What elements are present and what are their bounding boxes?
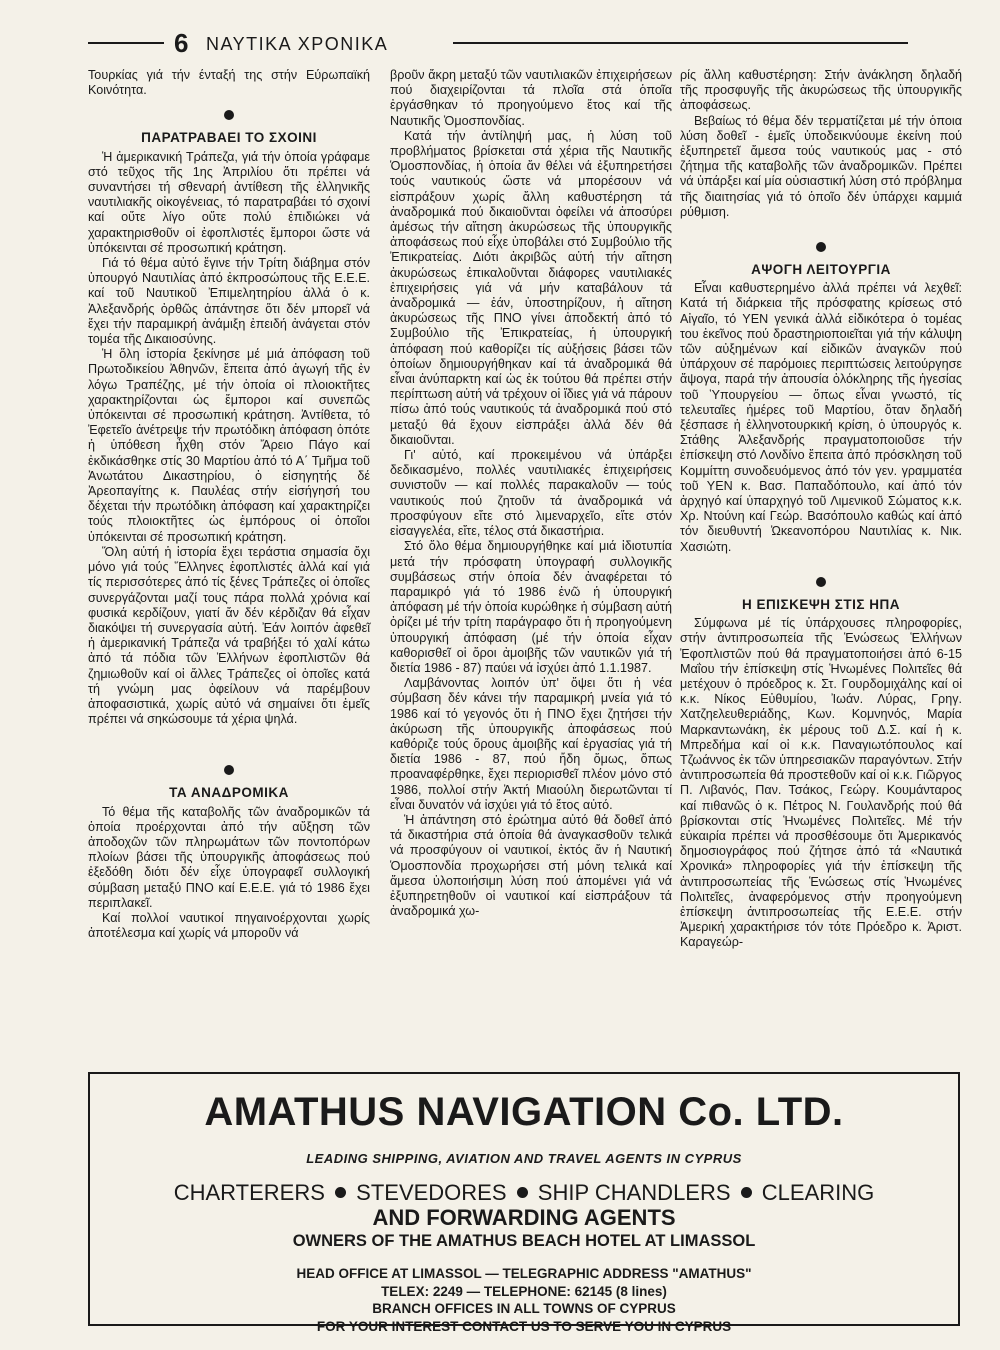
section-heading: ΠΑΡΑΤΡΑΒΑΕΙ ΤΟ ΣΧΟΙΝΙ — [141, 130, 317, 146]
section-bullet — [680, 238, 962, 256]
section-bullet — [680, 573, 962, 591]
ad-service: SHIP CHANDLERS — [537, 1180, 731, 1205]
header-rule-right — [453, 42, 908, 44]
ad-service: CLEARING — [761, 1180, 875, 1205]
ad-contact-block — [90, 1265, 958, 1335]
bullet-icon — [517, 1187, 528, 1198]
article-paragraph: Ἡ ἀμερικανική Τράπεζα, γιά τήν ὁποία γράφαμε στό τεῦχος τῆς 1ης Ἀπριλίου ὅτι πρέπει νά συναντήσει τή σθεναρή ἀντίθεση τῆς ἑλληνικῆς ναυτιλιακῆς οἰκογένειας, τό παρατραβάει τό σχοινί καί οὔτε λίγο οὔτε πολύ ἐπιδιώκει νά χαρακτηρισθοῦν οἱ ἐφοπλιστές ἔμποροι ὥστε νά ὑπόκεινται σέ προσωπική κράτηση. — [88, 149, 370, 255]
article-paragraph: Στό ὅλο θέμα δημιουργήθηκε καί μιά ἰδιοτυπία μετά τήν πρόσφατη ὑπογραφή συλλογικῆς συμβάσεως στήν ὁποία δέν ἀναφέρεται τό παραμικρό γιά τό 1986 ἐνῶ ἡ ὑπουργική ἀπόφαση μέ τήν ὁποία κυρώθηκε ἡ σύμβαση αὐτή ὁρίζει μέ τήν τρίτη παράγραφο ὅτι ἡ προηγούμενη ὑπουργική ἀπόφαση (μέ τήν ὁποία εἶχαν καθορισθεῖ οἱ ὅροι ἀμοιβῆς τῶν ναυτικῶν γιά τή διετία 1986 - 87) παύει νά ἰσχύει ἀπό 1.1.1987. — [390, 539, 672, 675]
page-header — [88, 28, 908, 62]
section-heading: Η ΕΠΙΣΚΕΨΗ ΣΤΙΣ ΗΠΑ — [742, 596, 900, 612]
section-bullet — [88, 761, 370, 779]
bullet-icon — [741, 1187, 752, 1198]
publication-title: ΝΑΥΤΙΚΑ ΧΡΟΝΙΚΑ — [206, 34, 389, 54]
ad-branches: BRANCH OFFICES IN ALL TOWNS OF CYPRUS — [372, 1301, 676, 1316]
article-paragraph: Λαμβάνοντας λοιπόν ὑπ' ὄψει ὅτι ἡ νέα σύμβαση δέν κάνει τήν παραμικρή μνεία γιά τό 1986 καί τό γεγονός ὅτι ἡ ΠΝΟ ἔχει ζητήσει τήν ἀκύρωση τῆς ὑπουργικῆς ἀποφάσεως πού καθόριζε τούς ὅρους ἀμοιβῆς καί ἐργασίας γιά τή διετία 1986 - 87, πού ἤδη ὅμως, ὅπως προαναφέρθηκε, ἔχει περιορισθεῖ πλέον μόνο στό 1986, πολλοί στήν Ἀκτή Μιαούλη διερωτῶνται τί εἶναι δυνατόν νά ἰσχύει γιά τό ἔτος αὐτό. — [390, 676, 672, 812]
section-bullet — [88, 106, 370, 124]
ad-service: CHARTERERS — [173, 1180, 325, 1205]
header-rule-left — [88, 42, 164, 44]
ad-service-line2: AND FORWARDING AGENTS — [372, 1205, 676, 1230]
page-number: 6 — [174, 28, 189, 58]
article-paragraph: βροῦν ἄκρη μεταξύ τῶν ναυτιλιακῶν ἐπιχειρήσεων πού διαχειρίζονται τά πλοῖα στά ὁποῖα ἐργάσθηκαν τό προηγούμενο ἔτος καί τῆς Ναυτικῆς Ὁμοσπονδίας. — [390, 68, 672, 128]
article-paragraph: Ἡ ὅλη ἱστορία ξεκίνησε μέ μιά ἀπόφαση τοῦ Πρωτοδικείου Ἀθηνῶν, ἔπειτα ἀπό ἀγωγή τῆς ἐν λόγω Τραπέζης, μέ τήν ὁποία οἱ πλοιοκτῆτες χαρακτηρίζονται ὡς ἔμποροι καί συνεπῶς ὑπόκεινται σέ προσωπική κράτηση. Ἀντίθετα, τό Ἐφετεῖο ἀνέτρεψε τήν πρωτόδικη ἀπόφαση ὁπότε ἡ ὑπόθεση ἦχθη στόν Ἄρειο Πάγο καί ἐκδικάσθηκε στίς 30 Μαρτίου ἀπό τό Α΄ Τμῆμα τοῦ Ἀνωτάτου Δικαστηρίου, ὁ εἰσηγητής δέ Ἀρεοπαγίτης κ. Παυλέας στήν εἰσήγησή του δέχεται τήν πρωτόδικη ἀπόφαση καί χαρακτηρίζει τούς πλοιοκτῆτες ὡς ἐμπόρους οἱ ὁποῖοι ὑπόκεινται σέ προσωπική κράτηση. — [88, 347, 370, 544]
ad-services — [90, 1180, 958, 1230]
article-paragraph: ρίς ἄλλη καθυστέρηση: Στήν ἀνάκληση δηλαδή τῆς προσφυγῆς τῆς ἀκυρώσεως τῆς ὑπουργικῆς ἀποφάσεως. — [680, 68, 962, 113]
article-paragraph: Καί πολλοί ναυτικοί πηγαινοέρχονται χωρίς ἀποτέλεσμα καί χωρίς νά μποροῦν νά — [88, 910, 370, 941]
article-paragraph: Σύμφωνα μέ τίς ὑπάρχουσες πληροφορίες, στήν ἀντιπροσωπεία τῆς Ἑνώσεως Ἑλλήνων Ἐφοπλιστῶν πού θά πραγματοποιήσει ἀπό 6-15 Μαΐου τήν ἐπίσκεψη στίς Ἡνωμένες Πολιτεῖες θά μετέχουν ὁ πρόεδρος κ. Στ. Γουρδομιχάλης καί οἱ κ.κ. Νίκος Εὐθυμίου, Ἰωάν. Λύρας, Γρηγ. Χατζηελευθεριάδης, Κων. Κομνηνός, Μαρία Μαρκαντωνάκη, ἐκ μέρους τοῦ Δ.Σ. καί ἡ κ. Μπρεδήμα καί οἱ κ.κ. Παναγιωτόπουλος καί Τζωάννος ἐκ τῶν ὑπηρεσιακῶν παραγόντων. Στήν ἀντιπροσωπεία θά προστεθοῦν καί οἱ κ.κ. Γιῶργος Π. Λιβανός, Παν. Τσάκος, Γεώργ. Κουμάνταρος καί πιθανῶς ὁ κ. Πέτρος Ν. Γουλανδρής πού θά βρίσκονται στίς Ἡνωμένες Πολιτεῖες. Μέ τήν εὐκαιρία πρέπει νά προσθέσουμε ὅτι Ἀμερικανός δημοσιογράφος πού ζήτησε ἀπό τά «Ναυτικά Χρονικά» πληροφορίες γιά τήν ἐπίσκεψη τῆς ἀντιπροσωπείας τῆς Ἑνώσεως στίς Ἡνωμένες Πολιτεῖες, ἀναφερόμενος στήν προηγούμενη ἐπίσκεψη ἀντιπροσωπείας τῆς Ε.Ε.Ε. στήν Ἀμερική χαρακτήρισε τόν τότε Πρόεδρο κ. Ἀριστ. Καραγεώρ- — [680, 616, 962, 950]
section-heading: ΑΨΟΓΗ ΛΕΙΤΟΥΡΓΙΑ — [751, 262, 891, 278]
ad-contact: FOR YOUR INTEREST CONTACT US TO SERVE YOU IN CYPRUS — [316, 1318, 732, 1334]
article-paragraph: Εἶναι καθυστερημένο ἀλλά πρέπει νά λεχθεῖ: Κατά τή διάρκεια τῆς πρόσφατης κρίσεως στό Αἰγαῖο, τό ΥΕΝ γενικά ἀλλά εἰδικότερα ὁ τομέας του ἐκεῖνος πού δραστηριοποιεῖται γιά τήν κάλυψη τῶν αὐξημένων καί εἰδικῶν ἀναγκῶν πού ὑπάρχουν σέ παρόμοιες περιπτώσεις λειτούργησε ἄψογα, παρά τήν ἀπουσία ὁλόκληρης τῆς ἡγεσίας τοῦ Ὑπουργείου — ὅπως εἶναι γνωστό, τίς τελευταῖες ἡμέρες τοῦ Μαρτίου, ὅταν δηλαδή ξέσπασε ἡ ἑλληνοτουρκική κρίση, ὁ ὑπουργός κ. Στάθης Ἀλεξανδρής πραγματοποιοῦσε τήν ἐπίσκεψη στό Λονδίνο ἔπειτα ἀπό πρόσκληση τοῦ Κομμίττη συνοδευόμενος ἀπό τόν γεν. γραμματέα τοῦ ΥΕΝ κ. Βασ. Παπαδόπουλο, καί ἀπό τόν ἀρχηγό καί ὑπαρχηγό τοῦ Λιμενικοῦ Σώματος κ.κ. Χρ. Ντούνη καί Γεώρ. Βασόπουλο καθώς καί ἀπό τόν διευθυντή Ὠκεανοπόρου Ναυτιλίας κ. Νικ. Χασιώτη. — [680, 281, 962, 554]
ad-owners-line: OWNERS OF THE AMATHUS BEACH HOTEL AT LIMASSOL — [292, 1232, 756, 1250]
article-paragraph: Κατά τήν ἀντίληψή μας, ἡ λύση τοῦ προβλήματος βρίσκεται στά χέρια τῆς Ναυτικῆς Ὁμοσπονδίας, ἡ ὁποία ἄν θέλει νά ἐξυπηρετήσει τούς ναυτικούς ὥστε νά μπορέσουν νά εἰσπράξουν χωρίς ἄλλη καθυστέρηση τά ἀναδρομικά πού δικαιοῦνται ὀφείλει νά ἀποσύρει ἀμέσως τήν αἴτηση ἀκυρώσεως τῆς ὑπουργικῆς ἀποφάσεως πού εἶχε ὑποβάλει στό Συμβούλιο τῆς Ἐπικρατείας. Διότι ἀκριβῶς αὐτή τήν αἴτηση ἀκυρώσεως ἐπικαλοῦνται διάφορες ναυτιλιακές ἐπιχειρήσεις γιά νά μήν καταβάλουν τά ἀναδρομικά — ἐάν, ὑποστηρίζουν, ἡ αἴτηση ἀκυρώσεως τῆς ΠΝΟ γίνει ἀποδεκτή ἀπό τό Συμβούλιο τῆς Ἐπικρατείας, ἡ ὑπουργική ἀπόφαση πού καθορίζει τίς αὐξήσεις βάσει τῶν ὁποίων δημιουργήθηκαν καί τά ἀναδρομικά θά εἶναι ἀνύπαρκτη καί ὡς ἐκ τούτου θά πρέπει στήν περίπτωση αὐτή νά τρέχουν οἱ ἴδιες γιά νά πάρουν πίσω ἀπό τούς ναυτικούς τά ἀναδρομικά πού στό μεταξύ θά ἔχουν εἰσπράξει ἀλλά δέν θά δικαιοῦνται. — [390, 128, 672, 447]
article-paragraph: Τό θέμα τῆς καταβολῆς τῶν ἀναδρομικῶν τά ὁποία προέρχονται ἀπό τήν αὔξηση τῶν ἀποδοχῶν τῶν πληρωμάτων τῶν ποντοπόρων πλοίων βάσει τῆς ὑπουργικῆς ἀποφάσεως πού ἐξεδόθη διότι δέν εἶχε ὑπογραφεῖ συλλογική σύμβαση μεταξύ ΠΝΟ καί Ε.Ε.Ε. γιά τό 1986 ἔχει περιπλακεῖ. — [88, 804, 370, 910]
ad-head-office: HEAD OFFICE AT LIMASSOL — TELEGRAPHIC ADDRESS "AMATHUS" — [296, 1266, 752, 1281]
article-paragraph: Τουρκίας γιά τήν ένταξή της στήν Εύρωπαϊκή Κοινότητα. — [88, 68, 370, 98]
column-2 — [390, 68, 672, 919]
bullet-icon — [335, 1187, 346, 1198]
ad-telex: TELEX: 2249 — TELEPHONE: 62145 (8 lines) — [381, 1283, 667, 1299]
article-paragraph: Ἡ ἀπάντηση στό ἐρώτημα αὐτό θά δοθεῖ ἀπό τά δικαστήρια στά ὁποία θά ἀναγκασθοῦν τελικά νά προσφύγουν οἱ ναυτικοί, ἐκτός ἄν ἡ Ναυτική Ὁμοσπονδία προχωρήσει στή μόνη τελικά καί ἄμεσα ὑλοποιήσιμη λύση πού ἀπομένει γιά νά ἐξυπηρετηθοῦν οἱ ναυτικοί καί εἰσπράξουν τά ἀναδρομικά χω- — [390, 812, 672, 919]
column-1 — [88, 68, 370, 941]
advertisement-box — [88, 1072, 960, 1334]
article-paragraph: Ὅλη αὐτή ἡ ἱστορία ἔχει τεράστια σημασία ὄχι μόνο γιά τούς Ἕλληνες ἐφοπλιστές ἀλλά καί γιά τίς περισσότερες ἀπό τίς ξένες Τράπεζες οἱ ὁποῖες συνεργάζονται μαζί τους πάρα πολλά χρόνια καί φυσικά κερδίζουν, γιατί ἄν δέν κέρδιζαν θά εἶχαν διακόψει τή συνεργασία αὐτή. Ἐάν λοιπόν ἀφεθεῖ ἡ ἀμερικανική Τράπεζα νά τραβήξει τό χαλί κάτω ἀπό τά πόδια τῶν Ἑλλήνων ἐφοπλιστῶν θά ζημιωθοῦν καί οἱ ἄλλες Τράπεζες οἱ ὁποῖες κατά τή γνώμη μας ὀφείλουν νά παρέμβουν ἀποφασιστικά, χωρίς αὐτό νά σημαίνει ὅτι ἐμεῖς πρέπει νά σηκώσουμε τά χέρια ψηλά. — [88, 544, 370, 727]
article-paragraph: Βεβαίως τό θέμα δέν τερματίζεται μέ τήν ὁποια λύση δοθεῖ - ἐμεῖς ὑποδεικνύουμε ἐκείνη πού ἐξυπηρετεῖ ἄμεσα τούς ναυτικούς μας - στό ζήτημα τῆς καταβολῆς τῶν ἀναδρομικῶν. Πρέπει νά ὑπάρξει καί μία οὐσιαστική λύση στό πρόβλημα τῆς διαιτησίας γιά τό ὁποῖο δέν ὑπάρχει καμμιά ρύθμιση. — [680, 113, 962, 219]
article-paragraph: Γι' αὐτό, καί προκειμένου νά ὑπάρξει δεδικασμένο, πολλές ναυτιλιακές ἐπιχειρήσεις συνιστοῦν — καί πολλές παρακαλοῦν — τούς ναυτικούς πού ζητοῦν τά ἀναδρομικά νά προσφύγουν εἴτε στό λιμεναρχεῖο, εἴτε στόν εἰσαγγελέα, εἴτε, τέλος στά δικαστήρια. — [390, 448, 672, 539]
ad-tagline: LEADING SHIPPING, AVIATION AND TRAVEL AGENTS IN CYPRUS — [306, 1151, 742, 1166]
article-paragraph: Γιά τό θέμα αὐτό ἔγινε τήν Τρίτη διάβημα στόν ὑπουργό Ναυτιλίας ἀπό ἐκπροσώπους τῆς Ε.Ε.Ε. καί τοῦ Ναυτικοῦ Ἐπιμελητηρίου ἀλλά ὁ κ. Ἀλεξανδρής ὀρθῶς ἀπάντησε ὅτι δέν μπορεῖ νά ἔχει τήν παραμικρή ἀνάμιξη ἐπειδή ἀνάγεται στόν τομέα τῆς Δικαιοσύνης. — [88, 256, 370, 347]
section-heading: ΤΑ ΑΝΑΔΡΟΜΙΚΑ — [169, 785, 289, 801]
ad-company-name: AMATHUS NAVIGATION Co. LTD. — [204, 1090, 844, 1134]
column-3 — [680, 68, 962, 951]
ad-service: STEVEDORES — [356, 1180, 507, 1205]
